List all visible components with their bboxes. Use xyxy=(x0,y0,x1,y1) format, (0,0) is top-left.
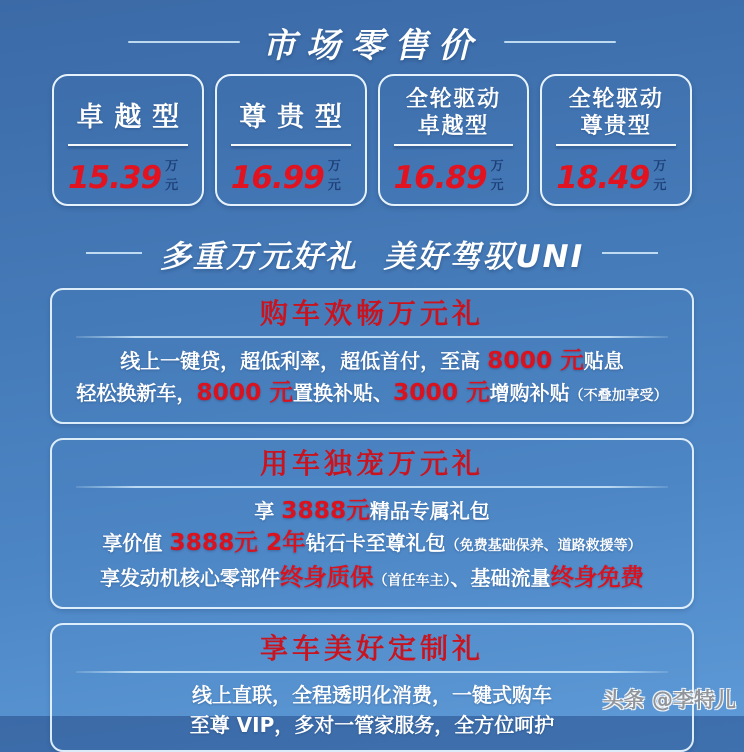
price-card-zhuoyue xyxy=(52,74,204,206)
price-card-awd-zungui xyxy=(540,74,692,206)
price-card-awd-zhuoyue xyxy=(378,74,530,206)
gift-line xyxy=(68,345,676,377)
gift-line xyxy=(68,377,676,412)
gift-line xyxy=(68,527,676,562)
text-segment: 增购补贴 xyxy=(489,381,570,405)
gift-box-title: 购车欢畅万元礼 xyxy=(259,297,484,330)
text-segment: 、基础流量 xyxy=(450,566,551,590)
price-row xyxy=(67,155,189,194)
text-segment: 线上一键贷，超低利率，超低首付，至高 xyxy=(120,349,488,373)
gifts-subtitle xyxy=(0,232,744,274)
trim-name xyxy=(230,84,363,144)
text-segment: 至尊 VIP，多对一管家服务，全方位呵护 xyxy=(189,713,555,737)
highlight-segment: 终身质保 xyxy=(279,563,374,591)
gift-box-divider xyxy=(76,486,668,488)
gift-box-usage xyxy=(50,438,694,609)
subtitle-line-left xyxy=(86,252,142,254)
highlight-segment: 3888元 xyxy=(281,496,370,524)
gift-box-divider xyxy=(76,336,668,338)
price-row xyxy=(230,155,352,194)
text-segment: 贴息 xyxy=(583,349,624,373)
gift-box-title: 享车美好定制礼 xyxy=(259,632,484,665)
text-segment: 享 xyxy=(254,499,282,523)
text-segment: 享价值 xyxy=(102,531,170,555)
text-segment: 钻石卡至尊礼包 xyxy=(305,531,446,555)
price-card-zungui xyxy=(215,74,367,206)
price-unit: 万元 xyxy=(327,159,341,193)
header-line-right xyxy=(504,41,616,43)
highlight-segment: 8000 元 xyxy=(487,346,584,374)
trim-name xyxy=(393,84,515,144)
text-segment: 轻松换新车， xyxy=(76,381,197,405)
subtitle-line-right xyxy=(602,252,658,254)
trim-name xyxy=(555,84,677,144)
card-divider xyxy=(68,144,188,146)
retail-price-header xyxy=(0,0,744,64)
gift-box-custom xyxy=(50,623,694,752)
trim-name xyxy=(67,84,200,144)
gifts-subtitle-text: 多重万元好礼 美好驾驭UNI xyxy=(159,238,585,275)
text-segment: 线上直联，全程透明化消费，一键式购车 xyxy=(192,683,552,707)
card-divider xyxy=(394,144,514,146)
trim-name-line1: 全轮驱动 xyxy=(568,87,664,113)
highlight-segment: 3888元 2年 xyxy=(169,528,306,556)
highlight-segment: 终身免费 xyxy=(550,563,645,591)
price-cards-row xyxy=(52,74,692,206)
text-segment: 享发动机核心零部件 xyxy=(99,566,280,590)
price-unit: 万元 xyxy=(165,159,179,193)
header-line-left xyxy=(128,41,240,43)
price-row xyxy=(555,155,677,194)
trim-name-line1: 尊贵型 xyxy=(239,101,353,133)
card-divider xyxy=(231,144,351,146)
price-row xyxy=(393,155,515,194)
text-segment: 置换补贴、 xyxy=(293,381,393,405)
text-segment: 精品专属礼包 xyxy=(369,499,490,523)
price-value: 16.99 xyxy=(230,160,324,196)
note-segment: （首任车主） xyxy=(373,573,451,589)
gift-box-divider xyxy=(76,671,668,673)
toutiao-watermark: 头条 @李特儿 xyxy=(602,688,736,712)
price-value: 18.49 xyxy=(556,160,650,196)
gift-line xyxy=(68,680,676,710)
price-value: 15.39 xyxy=(68,160,162,196)
gift-box-purchase xyxy=(50,288,694,424)
trim-name-line2: 卓越型 xyxy=(417,114,490,139)
trim-name-line2: 尊贵型 xyxy=(580,114,652,139)
price-unit: 万元 xyxy=(490,159,504,193)
highlight-segment: 3000 元 xyxy=(393,378,490,406)
retail-price-title: 市场零售价 xyxy=(262,25,482,66)
highlight-segment: 8000 元 xyxy=(196,378,293,406)
gift-box-title: 用车独宠万元礼 xyxy=(259,447,484,480)
gift-line xyxy=(68,562,676,597)
gift-line xyxy=(68,710,676,740)
price-unit: 万元 xyxy=(653,159,667,193)
note-segment: （不叠加享受） xyxy=(569,388,668,404)
trim-name-line1: 全轮驱动 xyxy=(405,87,501,113)
gift-line xyxy=(68,495,676,527)
card-divider xyxy=(556,144,676,146)
note-segment: （免费基础保养、道路救援等） xyxy=(445,538,642,554)
trim-name-line1: 卓越型 xyxy=(76,101,190,133)
price-value: 16.89 xyxy=(393,160,487,196)
